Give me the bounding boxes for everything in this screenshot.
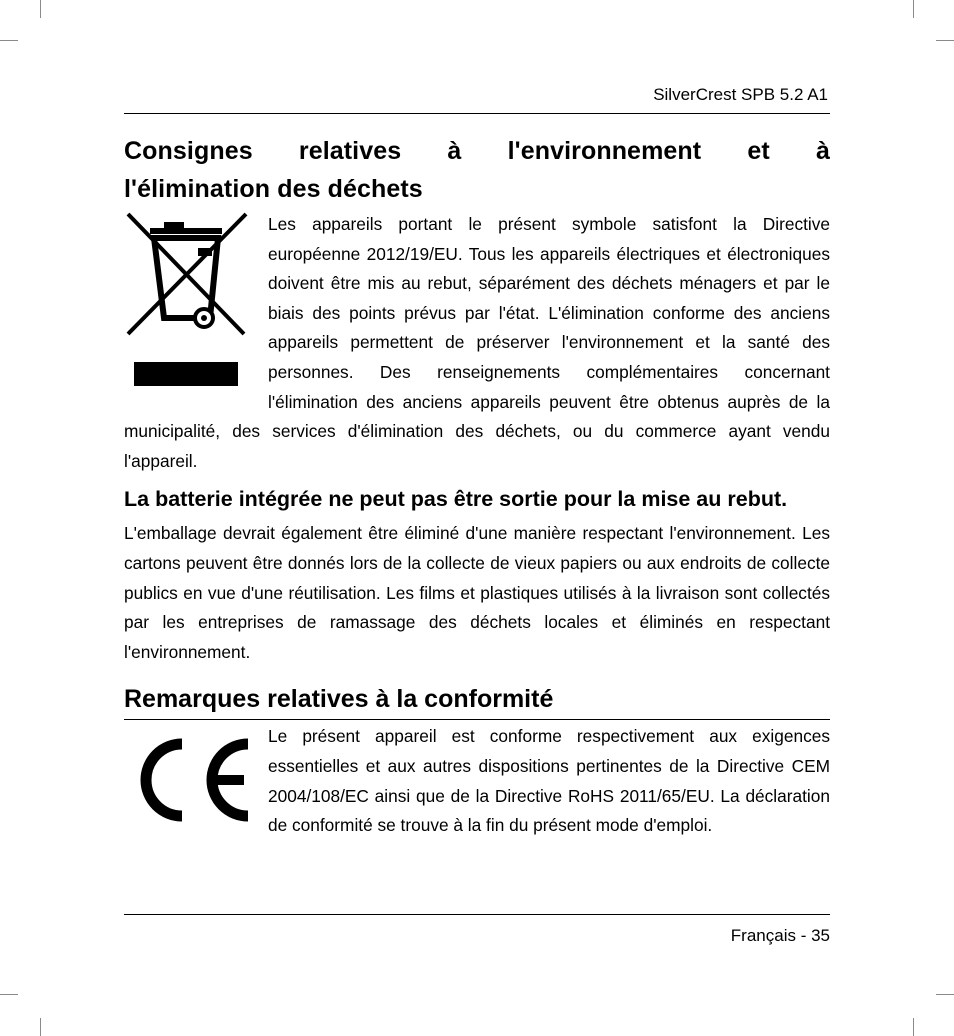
conformity-section-title: Remarques relatives à la conformité [124,685,554,714]
crop-mark-bottom-right [913,1018,914,1036]
running-footer [124,914,830,947]
environment-section-title [124,132,830,208]
crossed-out-wheelie-bin-icon [124,210,250,390]
crop-mark-left-top [0,40,18,41]
crop-mark-top-left [40,0,41,18]
manual-page [124,84,830,841]
crop-mark-left-bottom [0,994,18,995]
page-number: Français - 35 [730,926,830,945]
product-name: SilverCrest SPB 5.2 A1 [653,85,828,104]
ce-mark-icon [124,730,252,830]
weee-paragraph: Les appareils portant le présent symbole satisfont la Directive européenne 2012/19/EU. Tous les appareils électriques et électroniques doivent être mis au rebut, séparément des déchets ménagers et par le biais des points prévus par l'état. L'élimination conforme des anciens appareils permettent de préserver l'environnement et la santé des personnes. Des renseignements complémentaires concernant l'élimination des anciens appareils peuvent être obtenus auprès de la municipalité, des services d'élimination des déchets, ou du commerce ayant vendu l'appareil. [124,214,830,471]
environment-title-line-2: l'élimination des déchets [124,175,423,203]
crop-mark-right-top [936,40,954,41]
packaging-paragraph: L'emballage devrait également être éliminé d'une manière respectant l'environnement. Les cartons peuvent être donnés lors de la collecte de vieux papiers ou aux endroits de collecte publics en vue d'une réutilisation. Les films et plastiques utilisés à la livraison sont collectés par les entreprises de ramassage des déchets locales et éliminés en respectant l'environnement. [124,523,830,662]
crop-mark-top-right [913,0,914,18]
running-header [124,84,830,114]
battery-notice: La batterie intégrée ne peut pas être sortie pour la mise au rebut. [124,487,788,512]
weee-symbol [124,210,268,388]
crop-mark-bottom-left [40,1018,41,1036]
crop-mark-right-bottom [936,994,954,995]
environment-title-line-1: Consignes relatives à l'environnement et à [124,137,830,165]
conformity-title-rule [124,719,830,720]
ce-symbol [124,722,268,840]
conformity-paragraph: Le présent appareil est conforme respectivement aux exigences essentielles et aux autres dispositions pertinentes de la Directive CEM 2004/108/EC ainsi que de la Directive RoHS 2011/65/EU. La déclaration de conformité se trouve à la fin du présent mode d'emploi. [268,726,830,836]
